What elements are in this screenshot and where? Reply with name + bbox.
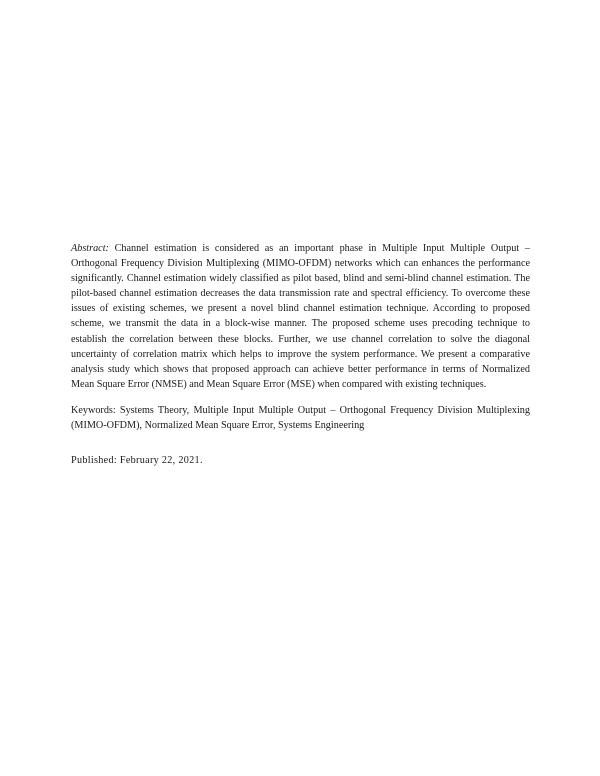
keywords-paragraph: Keywords: Systems Theory, Multiple Input Multiple Output – Orthogonal Frequency Division Multiplexing (MIMO-OFDM), Normalized Mean Square Error, Systems Engineering: [71, 404, 530, 432]
abstract-block: [71, 241, 530, 468]
abstract-label: Abstract:: [71, 243, 109, 254]
abstract-paragraph: [71, 241, 530, 392]
abstract-text: Channel estimation is considered as an important phase in Multiple Input Multiple Output – Orthogonal Frequency Division Multiplexing (MIMO-OFDM) networks which can enhances the performance significantly. Channel estimation widely classified as pilot based, blind and semi-blind channel estimation. The pilot-based channel estimation decreases the data transmission rate and spectral efficiency. To overcome these issues of existing schemes, we present a novel blind channel estimation technique. According to proposed scheme, we transmit the data in a block-wise manner. The proposed scheme uses precoding technique to establish the correlation between these blocks. Further, we use channel correlation to solve the diagonal uncertainty of correlation matrix which helps to improve the system performance. We present a comparative analysis study which shows that proposed approach can achieve better performance in terms of Normalized Mean Square Error (NMSE) and Mean Square Error (MSE) when compared with existing techniques.: [71, 243, 530, 390]
published-date: Published: February 22, 2021.: [71, 455, 203, 467]
